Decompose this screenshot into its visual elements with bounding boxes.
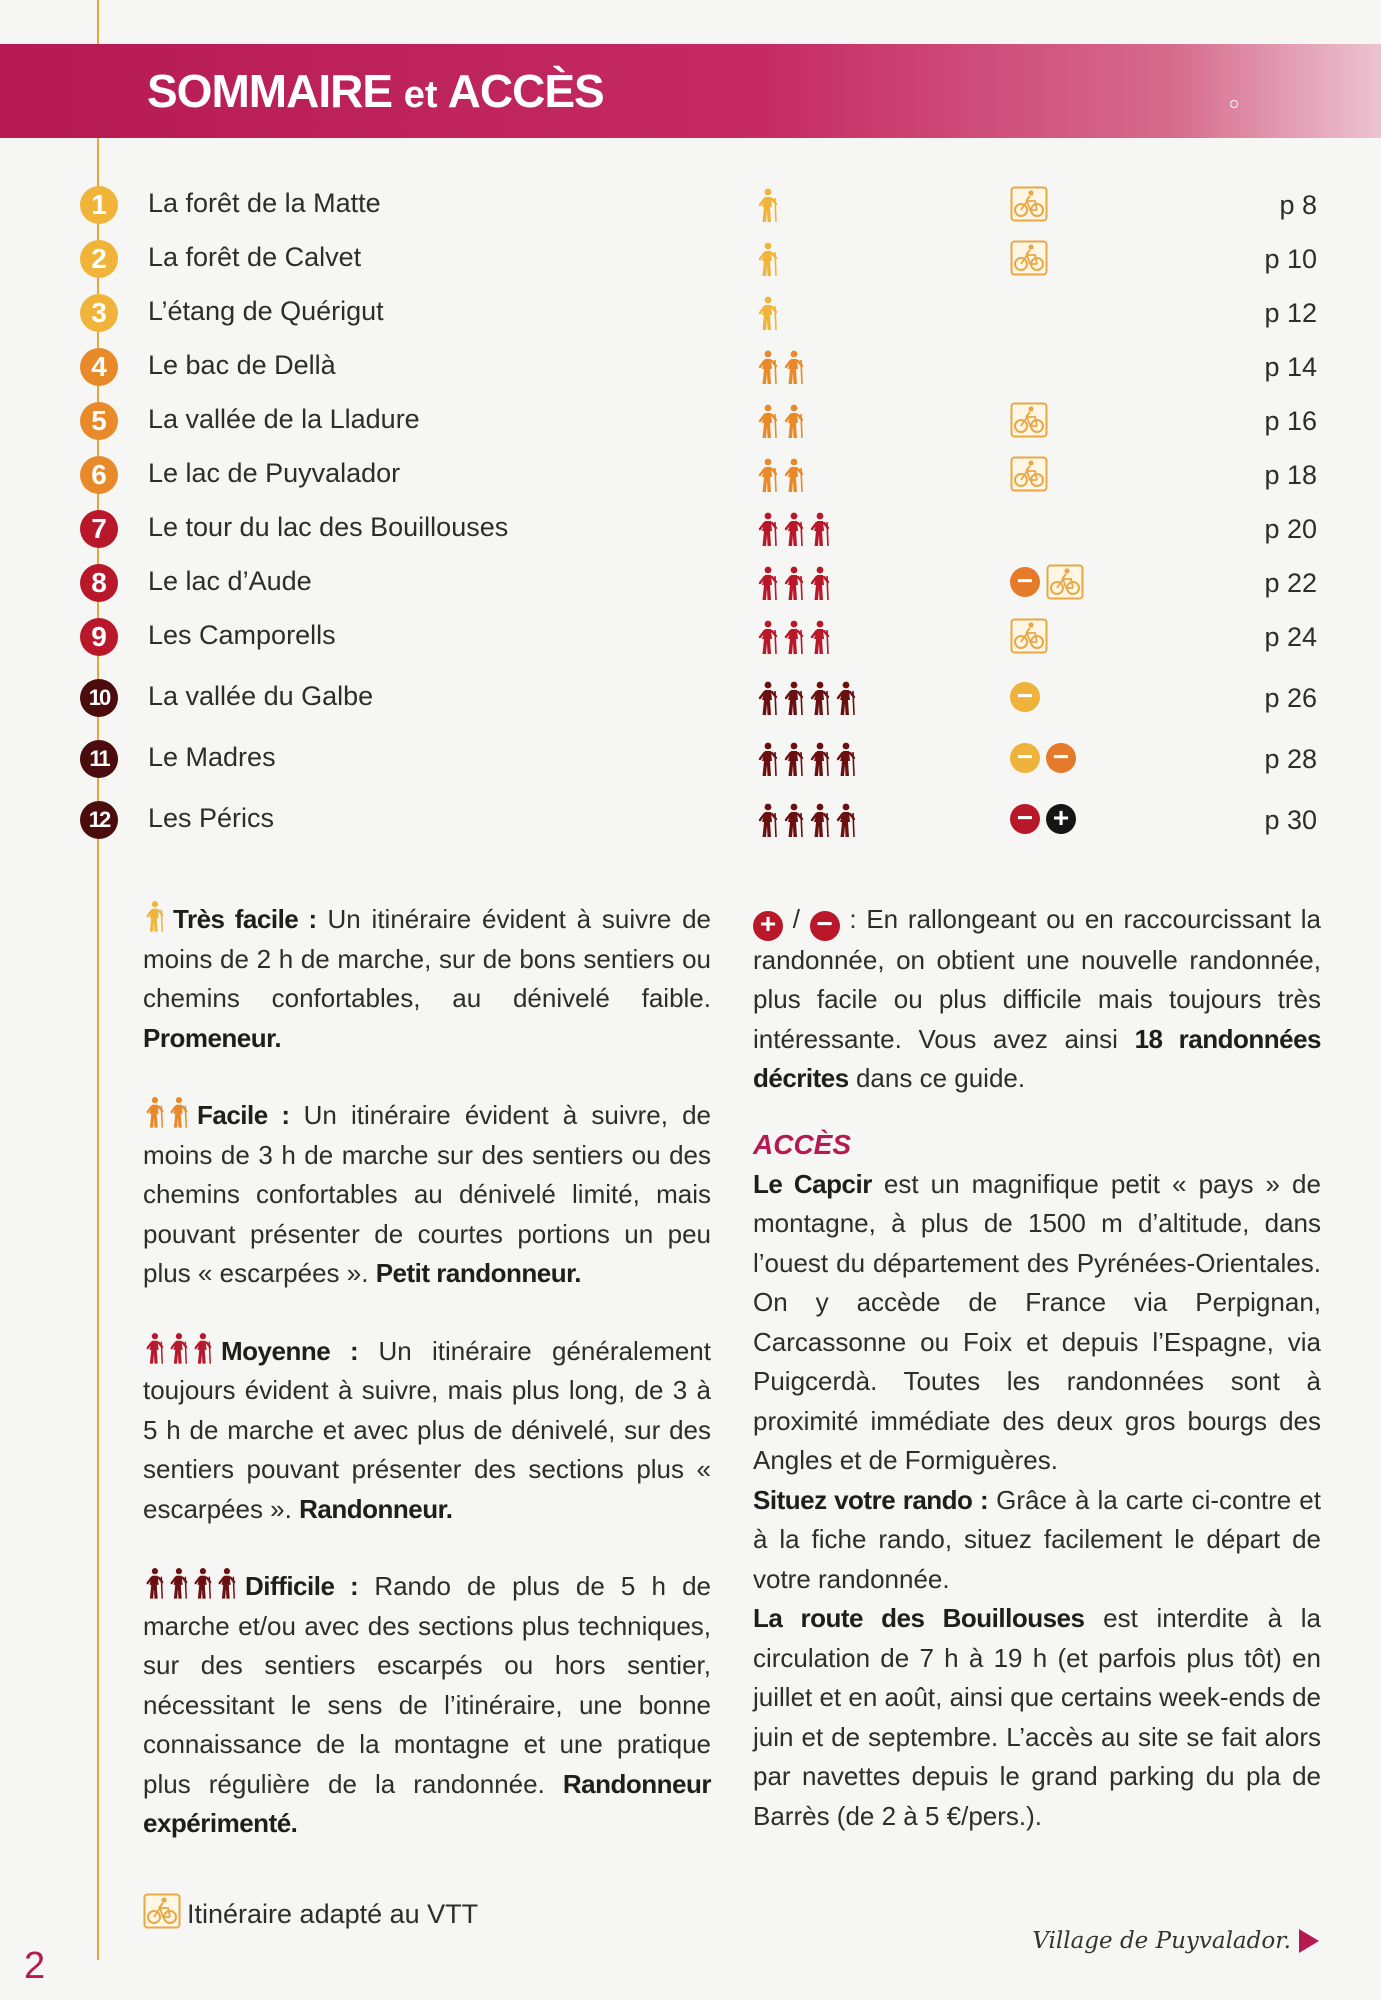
hiker-icon — [807, 512, 831, 548]
route-page: p 14 — [1264, 352, 1317, 382]
hiker-icon — [215, 1567, 237, 1601]
route-page: p 22 — [1264, 568, 1317, 598]
legend-difficile: Difficile : Rando de plus de 5 h de marche et/ou avec des sections plus techniques, sur des sentiers escarpés ou hors sentier, nécessitant le sens de l’itinéraire, une bonne connaissance de la montagne et une pratique plus régulière de la randonnée. Randonneur expérimenté. — [143, 1567, 711, 1844]
route-extras — [1010, 452, 1048, 496]
bike-icon — [1010, 240, 1048, 276]
hiker-icon — [755, 188, 779, 224]
route-title: Le Madres — [148, 742, 276, 772]
route-title: Les Pérics — [148, 803, 275, 833]
difficulty-icons — [755, 566, 831, 602]
hiker-icon — [807, 681, 831, 717]
hiker-icon — [755, 296, 779, 332]
hiker-icon — [167, 1332, 189, 1366]
route-number-badge: 7 — [80, 510, 118, 548]
hiker-icon — [143, 1567, 165, 1601]
toc-row[interactable] — [0, 504, 1381, 554]
difficulty-icons — [755, 404, 805, 440]
header-banner — [0, 44, 1381, 138]
route-title: La vallée de la Lladure — [148, 404, 420, 434]
route-number-badge: 3 — [80, 294, 118, 332]
route-number-badge: 12 — [80, 801, 118, 839]
hiker-icon — [781, 458, 805, 494]
toc-row[interactable] — [0, 612, 1381, 662]
route-extras — [1010, 736, 1076, 780]
bike-icon — [1010, 402, 1048, 438]
route-extras — [1010, 797, 1076, 841]
route-extras — [1010, 560, 1084, 604]
toc-row[interactable] — [0, 734, 1381, 784]
route-number-badge: 6 — [80, 456, 118, 494]
route-page: p 30 — [1264, 805, 1317, 835]
plus-red-icon: + — [753, 911, 783, 941]
toc-row[interactable] — [0, 234, 1381, 284]
legend-facile: Facile : Un itinéraire évident à suivre, de moins de 3 h de marche sur des sentiers ou des chemins confortables au dénivelé limité, mais pouvant présenter de courtes portions un peu plus « escarpées ». Petit randonneur. — [143, 1096, 711, 1294]
route-title: Les Camporells — [148, 620, 336, 650]
hiker-icon — [143, 1096, 165, 1130]
hiker-level4-icon — [143, 1567, 237, 1601]
acces-situez: Situez votre rando : Grâce à la carte ci-contre et à la fiche rando, situez facilement le départ de votre randonnée. — [753, 1484, 1321, 1594]
acces-route: La route des Bouillouses est interdite à la circulation de 7 h à 19 h (et parfois plus tôt) en juillet et en août, ainsi que certains week-ends de juin et de septembre. L’accès au site se fait alors par navettes depuis le grand parking du pla de Barrès (de 2 à 5 €/pers.). — [753, 1603, 1322, 1831]
hiker-icon — [755, 458, 779, 494]
legend-vtt: Itinéraire adapté au VTT — [143, 1893, 478, 1936]
legend-tres-facile: Très facile : Un itinéraire évident à suivre de moins de 2 h de marche, sur de bons sentiers ou chemins confortables, au dénivelé faible. Promeneur. — [143, 900, 711, 1058]
difficulty-icons — [755, 512, 831, 548]
route-page: p 28 — [1264, 744, 1317, 774]
page-number: 2 — [24, 1945, 46, 1987]
arrow-right-icon — [1299, 1929, 1319, 1953]
route-extras — [1010, 182, 1048, 226]
hiker-icon — [781, 742, 805, 778]
route-number-badge: 8 — [80, 564, 118, 602]
route-extras — [1010, 398, 1048, 442]
difficulty-icons — [755, 803, 857, 839]
route-title: Le lac d’Aude — [148, 566, 312, 596]
decorative-dot — [1230, 100, 1238, 108]
bike-icon — [1010, 186, 1048, 222]
acces-capcir: Le Capcir est un magnifique petit « pays » de montagne, à plus de 1500 m d’altitude, dans l’ouest du département des Pyrénées-Orientales. On y accède de France via Perpignan, Carcassonne ou Foix et depuis l’Espagne, via Puigcerdà. Toutes les randonnées sont à proximité immédiate des deux gros bourgs des Angles et de Formiguères. — [753, 1168, 1321, 1475]
toc-row[interactable] — [0, 795, 1381, 845]
hiker-icon — [781, 512, 805, 548]
route-number-badge: 4 — [80, 348, 118, 386]
page-title: SOMMAIRE et ACCÈS — [147, 65, 604, 117]
route-page: p 26 — [1264, 683, 1317, 713]
route-title: Le bac de Dellà — [148, 350, 336, 380]
difficulty-icons — [755, 242, 779, 278]
hiker-icon — [833, 803, 857, 839]
route-extras — [1010, 236, 1048, 280]
minus-orange-icon: − — [1046, 743, 1076, 773]
route-number-badge: 2 — [80, 240, 118, 278]
hiker-icon — [755, 242, 779, 278]
toc-row[interactable] — [0, 342, 1381, 392]
hiker-icon — [781, 566, 805, 602]
route-number-badge: 9 — [80, 618, 118, 656]
difficulty-icons — [755, 742, 857, 778]
route-extras — [1010, 675, 1040, 719]
hiker-icon — [167, 1567, 189, 1601]
hiker-level1-icon — [143, 900, 165, 934]
bike-icon — [143, 1893, 181, 1936]
toc-row[interactable] — [0, 180, 1381, 230]
route-number-badge: 1 — [80, 186, 118, 224]
route-title: Le lac de Puyvalador — [148, 458, 401, 488]
hiker-icon — [755, 742, 779, 778]
hiker-icon — [167, 1096, 189, 1130]
hiker-icon — [755, 681, 779, 717]
toc-row[interactable] — [0, 558, 1381, 608]
hiker-icon — [755, 512, 779, 548]
bike-icon — [1046, 564, 1084, 600]
route-page: p 12 — [1264, 298, 1317, 328]
hiker-icon — [755, 350, 779, 386]
route-number-badge: 10 — [80, 679, 118, 717]
hiker-icon — [755, 404, 779, 440]
difficulty-icons — [755, 296, 779, 332]
minus-orange-icon: − — [1010, 567, 1040, 597]
route-page: p 24 — [1264, 622, 1317, 652]
hiker-level3-icon — [143, 1332, 213, 1366]
plus-black-icon: + — [1046, 804, 1076, 834]
difficulty-icons — [755, 681, 857, 717]
hiker-icon — [191, 1567, 213, 1601]
access-column — [753, 900, 1321, 1836]
hiker-level2-icon — [143, 1096, 189, 1130]
route-page: p 20 — [1264, 514, 1317, 544]
hiker-icon — [833, 681, 857, 717]
hiker-icon — [191, 1332, 213, 1366]
hiker-icon — [807, 620, 831, 656]
minus-yellow-icon: − — [1010, 743, 1040, 773]
hiker-icon — [781, 404, 805, 440]
difficulty-icons — [755, 188, 779, 224]
toc-row[interactable] — [0, 288, 1381, 338]
toc-row[interactable] — [0, 396, 1381, 446]
route-title: Le tour du lac des Bouillouses — [148, 512, 509, 542]
route-title: La vallée du Galbe — [148, 681, 374, 711]
photo-caption: Village de Puyvalador. — [1032, 1928, 1319, 1954]
route-page: p 10 — [1264, 244, 1317, 274]
bike-icon — [1010, 618, 1048, 654]
route-number-badge: 5 — [80, 402, 118, 440]
hiker-icon — [781, 620, 805, 656]
route-title: La forêt de Calvet — [148, 242, 362, 272]
route-extras — [1010, 614, 1048, 658]
hiker-icon — [781, 681, 805, 717]
minus-red-icon: − — [1010, 804, 1040, 834]
minus-red-icon — [810, 908, 840, 941]
route-page: p 18 — [1264, 460, 1317, 490]
hiker-icon — [755, 566, 779, 602]
acces-heading: ACCÈS — [753, 1128, 852, 1160]
difficulty-icons — [755, 620, 831, 656]
bike-icon — [143, 1893, 181, 1929]
legend-column — [143, 900, 711, 1844]
plus-red-icon — [753, 908, 783, 941]
hiker-icon — [807, 803, 831, 839]
hiker-icon — [833, 742, 857, 778]
bike-icon — [1010, 456, 1048, 492]
toc-row[interactable] — [0, 673, 1381, 723]
route-page: p 16 — [1264, 406, 1317, 436]
plusminus-explanation: + / − : En rallongeant ou en raccourcissant la randonnée, on obtient une nouvelle randonnée, plus facile ou plus difficile mais toujours très intéressante. Vous avez ainsi 18 randonnées décrites dans ce guide. — [753, 904, 1322, 1093]
hiker-icon — [755, 803, 779, 839]
difficulty-icons — [755, 350, 805, 386]
hiker-icon — [781, 803, 805, 839]
hiker-icon — [755, 620, 779, 656]
route-title: L’étang de Quérigut — [148, 296, 384, 326]
minus-yellow-icon: − — [1010, 682, 1040, 712]
legend-moyenne: Moyenne : Un itinéraire généralement toujours évident à suivre, mais plus long, de 3 à 5 h de marche et avec plus de dénivelé, sur des sentiers pouvant présenter des sections plus « escarpées ». Randonneur. — [143, 1332, 711, 1530]
difficulty-icons — [755, 458, 805, 494]
hiker-icon — [807, 566, 831, 602]
hiker-icon — [781, 350, 805, 386]
route-title: La forêt de la Matte — [148, 188, 381, 218]
hiker-icon — [807, 742, 831, 778]
minus-red-icon: − — [810, 911, 840, 941]
toc-row[interactable] — [0, 450, 1381, 500]
route-page: p 8 — [1279, 190, 1317, 220]
hiker-icon — [143, 1332, 165, 1366]
route-number-badge: 11 — [80, 740, 118, 778]
hiker-icon — [143, 900, 165, 934]
